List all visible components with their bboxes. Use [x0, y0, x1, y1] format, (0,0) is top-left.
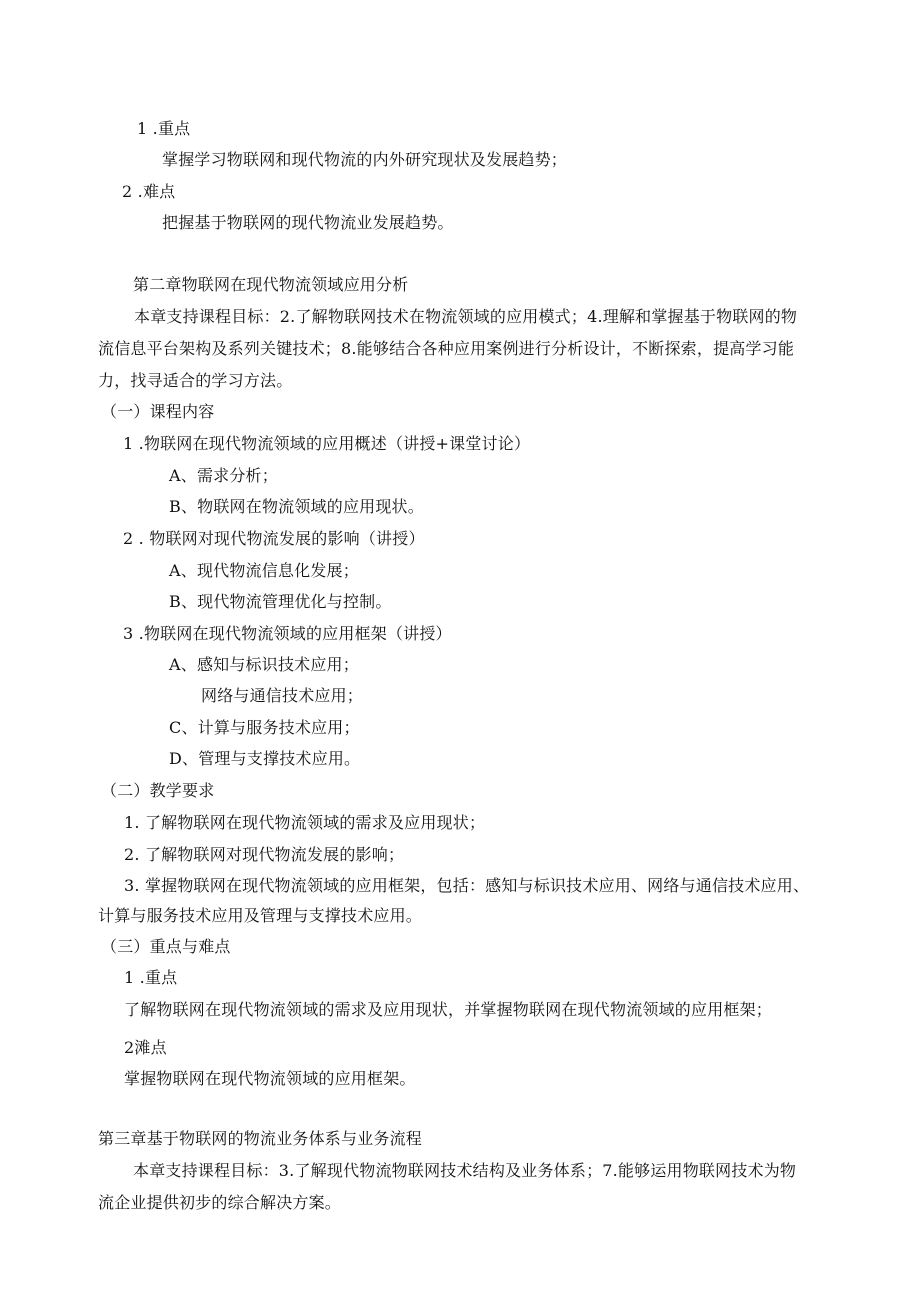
content-item-2b: B、现代物流管理优化与控制。 [169, 592, 392, 611]
chapter-2-title: 第二章物联网在现代物流领域应用分析 [133, 275, 409, 294]
content-item-1b: B、物联网在物流领域的应用现状。 [169, 497, 424, 516]
content-item-2a: A、现代物流信息化发展； [169, 561, 359, 580]
content-item-3b: 网络与通信技术应用； [201, 686, 364, 705]
content-item-3a: A、感知与标识技术应用； [169, 655, 359, 674]
requirement-3-line-2: 计算与服务技术应用及管理与支撑技术应用。 [98, 906, 423, 925]
content-item-3d: D、管理与支撑技术应用。 [169, 749, 361, 768]
content-item-1a: A、需求分析； [169, 466, 278, 485]
chapter-3-objectives-line-2: 流企业提供初步的综合解决方案。 [98, 1193, 342, 1212]
chapter-3-objectives-line-1: 本章支持课程目标：3.了解现代物流物联网技术结构及业务体系；7.能够运用物联网技术为物 [133, 1161, 797, 1180]
key-points-text: 掌握学习物联网和现代物流的内外研究现状及发展趋势； [162, 150, 568, 169]
chapter-3-title: 第三章基于物联网的物流业务体系与业务流程 [98, 1129, 423, 1148]
content-item-1: 1 .物联网在现代物流领域的应用概述（讲授+课堂讨论） [123, 434, 531, 453]
chapter-2-key-heading: 1 .重点 [124, 968, 178, 987]
chapter-2-difficult-text: 掌握物联网在现代物流领域的应用框架。 [124, 1069, 416, 1088]
key-and-difficult-heading: （三）重点与难点 [101, 937, 231, 956]
content-item-3c: C、计算与服务技术应用； [169, 718, 360, 737]
content-item-2: 2 . 物联网对现代物流发展的影响（讲授） [123, 529, 425, 548]
chapter-2-objectives-line-2: 流信息平台架构及系列关键技术；8.能够结合各种应用案例进行分析设计，不断探索，提高学习能 [98, 339, 795, 358]
course-content-heading: （一）课程内容 [101, 402, 215, 421]
chapter-2-key-text: 了解物联网在现代物流领域的需求及应用现状，并掌握物联网在现代物流领域的应用框架； [124, 1000, 773, 1019]
chapter-2-objectives-line-3: 力，找寻适合的学习方法。 [98, 371, 293, 390]
teaching-requirements-heading: （二）教学要求 [101, 781, 215, 800]
key-points-heading: 1 .重点 [137, 119, 191, 138]
content-item-3: 3 .物联网在现代物流领域的应用框架（讲授） [123, 624, 452, 643]
chapter-2-difficult-heading: 2滩点 [124, 1038, 167, 1057]
difficult-points-heading: 2 .难点 [122, 182, 176, 201]
requirement-3-line-1: 3. 掌握物联网在现代物流领域的应用框架，包括：感知与标识技术应用、网络与通信技术应用、 [124, 876, 810, 895]
requirement-1: 1. 了解物联网在现代物流领域的需求及应用现状； [124, 813, 486, 832]
requirement-2: 2. 了解物联网对现代物流发展的影响； [124, 845, 405, 864]
chapter-2-objectives-line-1: 本章支持课程目标：2.了解物联网技术在物流领域的应用模式；4.理解和掌握基于物联网的物 [134, 307, 798, 326]
difficult-points-text: 把握基于物联网的现代物流业发展趋势。 [162, 213, 454, 232]
